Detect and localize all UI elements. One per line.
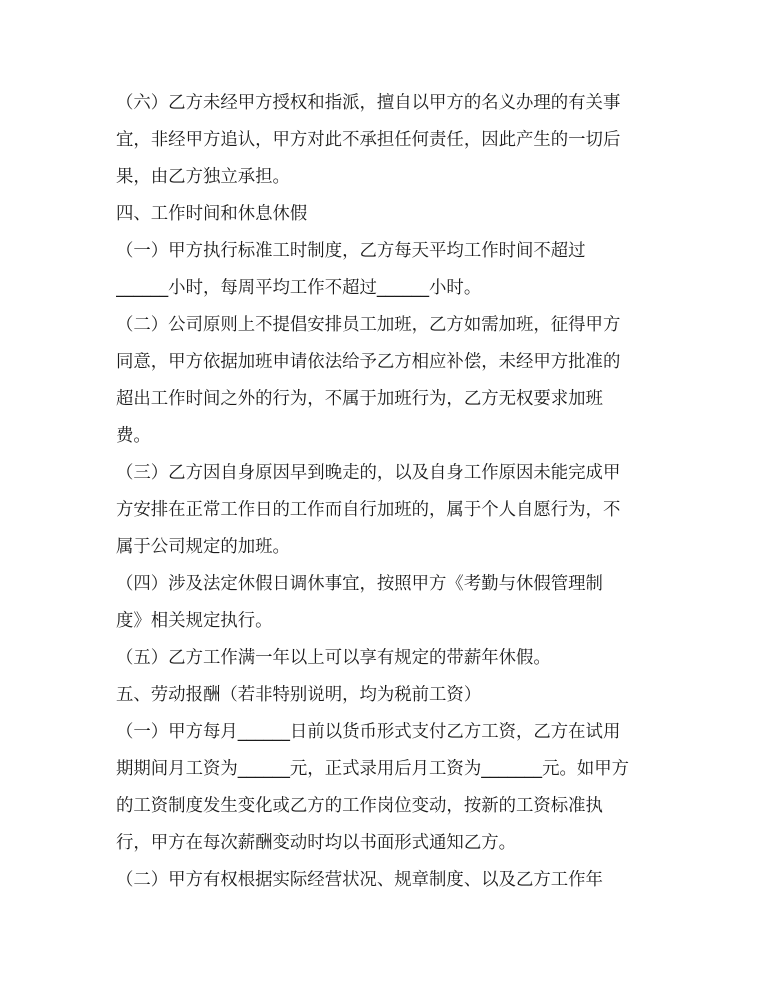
text-line: 属于公司规定的加班。 (116, 537, 290, 557)
text-line: 的工资制度发生变化或乙方的工作岗位变动，按新的工资标准执 (116, 796, 603, 816)
section-heading: 五、劳动报酬（若非特别说明，均为税前工资） (116, 685, 482, 705)
text-line: （五）乙方工作满一年以上可以享有规定的带薪年休假。 (116, 648, 551, 668)
text-line: ______小时，每周平均工作不超过______小时。 (116, 278, 482, 298)
text-line: 度》相关规定执行。 (116, 611, 273, 631)
text-line: （一）甲方每月______日前以货币形式支付乙方工资，乙方在试用 (116, 722, 621, 742)
text-line: （二）公司原则上不提倡安排员工加班，乙方如需加班，征得甲方 (116, 315, 621, 335)
text-line: 期期间月工资为______元，正式录用后月工资为_______元。如甲方 (116, 759, 630, 779)
text-line: （四）涉及法定休假日调休事宜，按照甲方《考勤与休假管理制 (116, 574, 603, 594)
text-line: （三）乙方因自身原因早到晚走的，以及自身工作原因未能完成甲 (116, 463, 621, 483)
text-line: （二）甲方有权根据实际经营状况、规章制度、以及乙方工作年 (116, 870, 603, 890)
text-line: 宜，非经甲方追认，甲方对此不承担任何责任，因此产生的一切后 (116, 130, 621, 150)
section-heading: 四、工作时间和休息休假 (116, 204, 308, 224)
text-line: 同意，甲方依据加班申请依法给予乙方相应补偿，未经甲方批准的 (116, 352, 621, 372)
text-line: 费。 (116, 426, 151, 446)
text-line: 方安排在正常工作日的工作而自行加班的，属于个人自愿行为，不 (116, 500, 621, 520)
text-line: 行，甲方在每次薪酬变动时均以书面形式通知乙方。 (116, 833, 516, 853)
text-line: （六）乙方未经甲方授权和指派，擅自以甲方的名义办理的有关事 (116, 93, 621, 113)
text-line: （一）甲方执行标准工时制度，乙方每天平均工作时间不超过 (116, 241, 586, 261)
text-line: 果，由乙方独立承担。 (116, 167, 290, 187)
text-line: 超出工作时间之外的行为，不属于加班行为，乙方无权要求加班 (116, 389, 603, 409)
